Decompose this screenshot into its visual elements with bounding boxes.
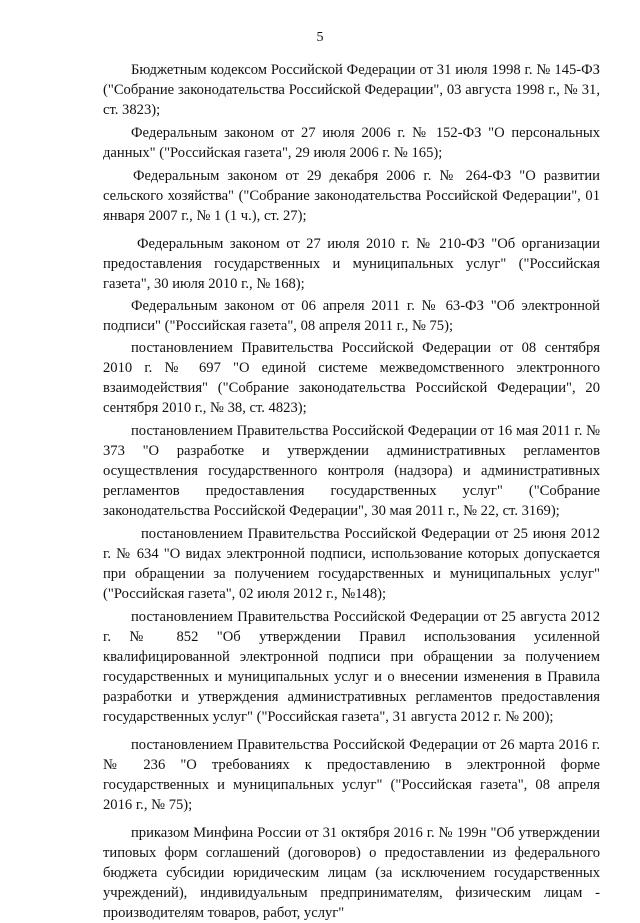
paragraph-resolution-236: постановлением Правительства Российской Федерации от 26 марта 2016 г. № 236 "О требованиях к предоставлению в электронной форме государственных и муниципальных услуг" ("Российская газета", 08 апреля 2016 г., № 75);	[103, 737, 600, 813]
document-body	[103, 60, 600, 923]
paragraph-budget-code: Бюджетным кодексом Российской Федерации от 31 июля 1998 г. № 145-ФЗ ("Собрание законодательства Российской Федерации", 03 августа 1998 г., № 31, ст. 3823);	[103, 62, 600, 118]
paragraph-law-agriculture: Федеральным законом от 29 декабря 2006 г. № 264-ФЗ "О развитии сельского хозяйства" ("Собрание законодательства Российской Федерации", 01 января 2007 г., № 1 (1 ч.), ст. 27);	[103, 168, 600, 224]
paragraph-law-personal-data: Федеральным законом от 27 июля 2006 г. № 152-ФЗ "О персональных данных" ("Российская газета", 29 июля 2006 г. № 165);	[103, 125, 600, 161]
paragraph-resolution-852: постановлением Правительства Российской Федерации от 25 августа 2012 г. № 852 "Об утверждении Правил использования усиленной квалифицированной электронной подписи при обращении за получением государственных и муниципальных услуг и о внесении изменения в Правила разработки и утверждения административных регламентов предоставления государственных услуг" ("Российская газета", 31 августа 2012 г. № 200);	[103, 609, 600, 725]
paragraph-resolution-373: постановлением Правительства Российской Федерации от 16 мая 2011 г. № 373 "О разработке и утверждении административных регламентов осуществления государственного контроля (надзора) и административных регламентов предоставления государственных услуг" ("Собрание законодательства Российской Федерации", 30 мая 2011 г., № 22, ст. 3169);	[103, 423, 600, 519]
paragraph-law-electronic-signature: Федеральным законом от 06 апреля 2011 г. № 63-ФЗ "Об электронной подписи" ("Российская газета", 08 апреля 2011 г., № 75);	[103, 298, 600, 334]
page-number: 5	[316, 30, 324, 45]
paragraph-resolution-634: постановлением Правительства Российской Федерации от 25 июня 2012 г. № 634 "О видах электронной подписи, использование которых допускается при обращении за получением государственных и муниципальных услуг" ("Российская газета", 02 июля 2012 г., №148);	[103, 526, 600, 602]
paragraph-order-199n: приказом Минфина России от 31 октября 2016 г. № 199н "Об утверждении типовых форм соглашений (договоров) о предоставлении из федерального бюджета субсидии юридическим лицам (за исключением государственных учреждений), индивидуальным предпринимателям, физическим лицам - производителям товаров, работ, услуг"	[103, 825, 600, 921]
paragraph-resolution-697: постановлением Правительства Российской Федерации от 08 сентября 2010 г. № 697 "О единой системе межведомственного электронного взаимодействия" ("Собрание законодательства Российской Федерации", 20 сентября 2010 г., № 38, ст. 4823);	[103, 340, 600, 416]
paragraph-law-public-services: Федеральным законом от 27 июля 2010 г. № 210-ФЗ "Об организации предоставления государственных и муниципальных услуг" ("Российская газета", 30 июля 2010 г., № 168);	[103, 236, 600, 292]
